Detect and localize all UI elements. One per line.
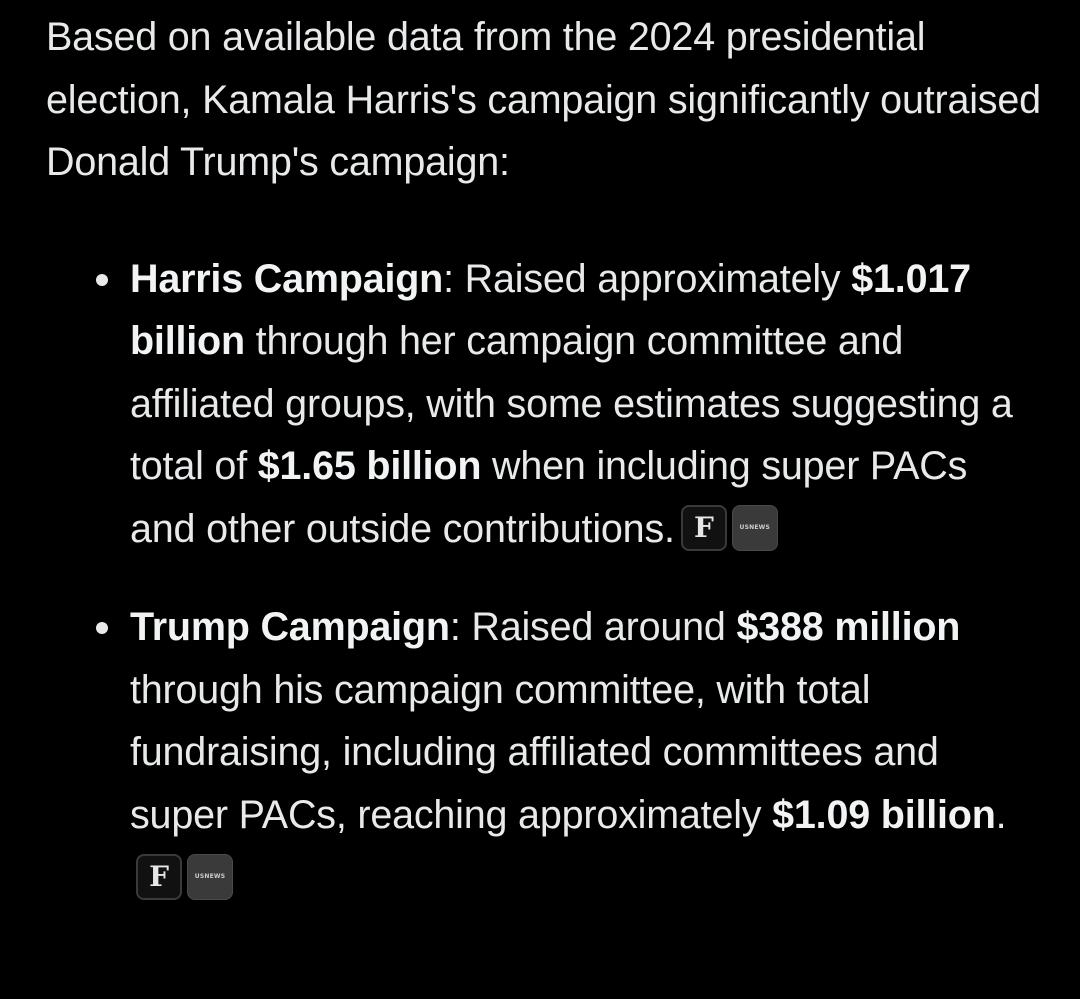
- forbes-source-icon[interactable]: F: [136, 854, 182, 900]
- bullet-heading: Harris Campaign: [130, 256, 444, 301]
- bullet-dot: [96, 274, 108, 286]
- bullet-trump: [46, 596, 1018, 909]
- amount-highlight: $1.017 billion: [130, 256, 971, 363]
- amount-highlight: $388 million: [736, 605, 961, 649]
- response-body: [46, 6, 1046, 909]
- bullet-text: : Raised approximately: [443, 256, 852, 301]
- bullet-dot: [96, 622, 108, 634]
- usnews-source-icon[interactable]: USNEWS: [732, 505, 778, 551]
- bullet-text: through her campaign committee and affiliated groups, with some estimates suggesting a total of: [130, 319, 1013, 488]
- source-chips: [136, 854, 233, 900]
- bullet-harris: [46, 248, 1018, 561]
- bullet-list: [46, 248, 1046, 909]
- intro-paragraph: Based on available data from the 2024 presidential election, Kamala Harris's campaign significantly outraised Donald Trump's campaign:: [46, 15, 1041, 184]
- amount-highlight: $1.65 billion: [257, 444, 482, 488]
- amount-highlight: $1.09 billion: [772, 792, 996, 837]
- forbes-source-icon[interactable]: F: [681, 505, 727, 551]
- bullet-heading: Trump Campaign: [130, 605, 450, 649]
- bullet-text: through his campaign committee, with total fundraising, including affiliated committees and super PACs, reaching approximately: [130, 667, 939, 837]
- bullet-text: when including super PACs and other outside contributions.: [130, 444, 968, 551]
- source-chips: [681, 505, 778, 551]
- usnews-source-icon[interactable]: USNEWS: [187, 854, 233, 900]
- bullet-text: .: [995, 792, 1007, 837]
- bullet-text: : Raised around: [449, 605, 737, 649]
